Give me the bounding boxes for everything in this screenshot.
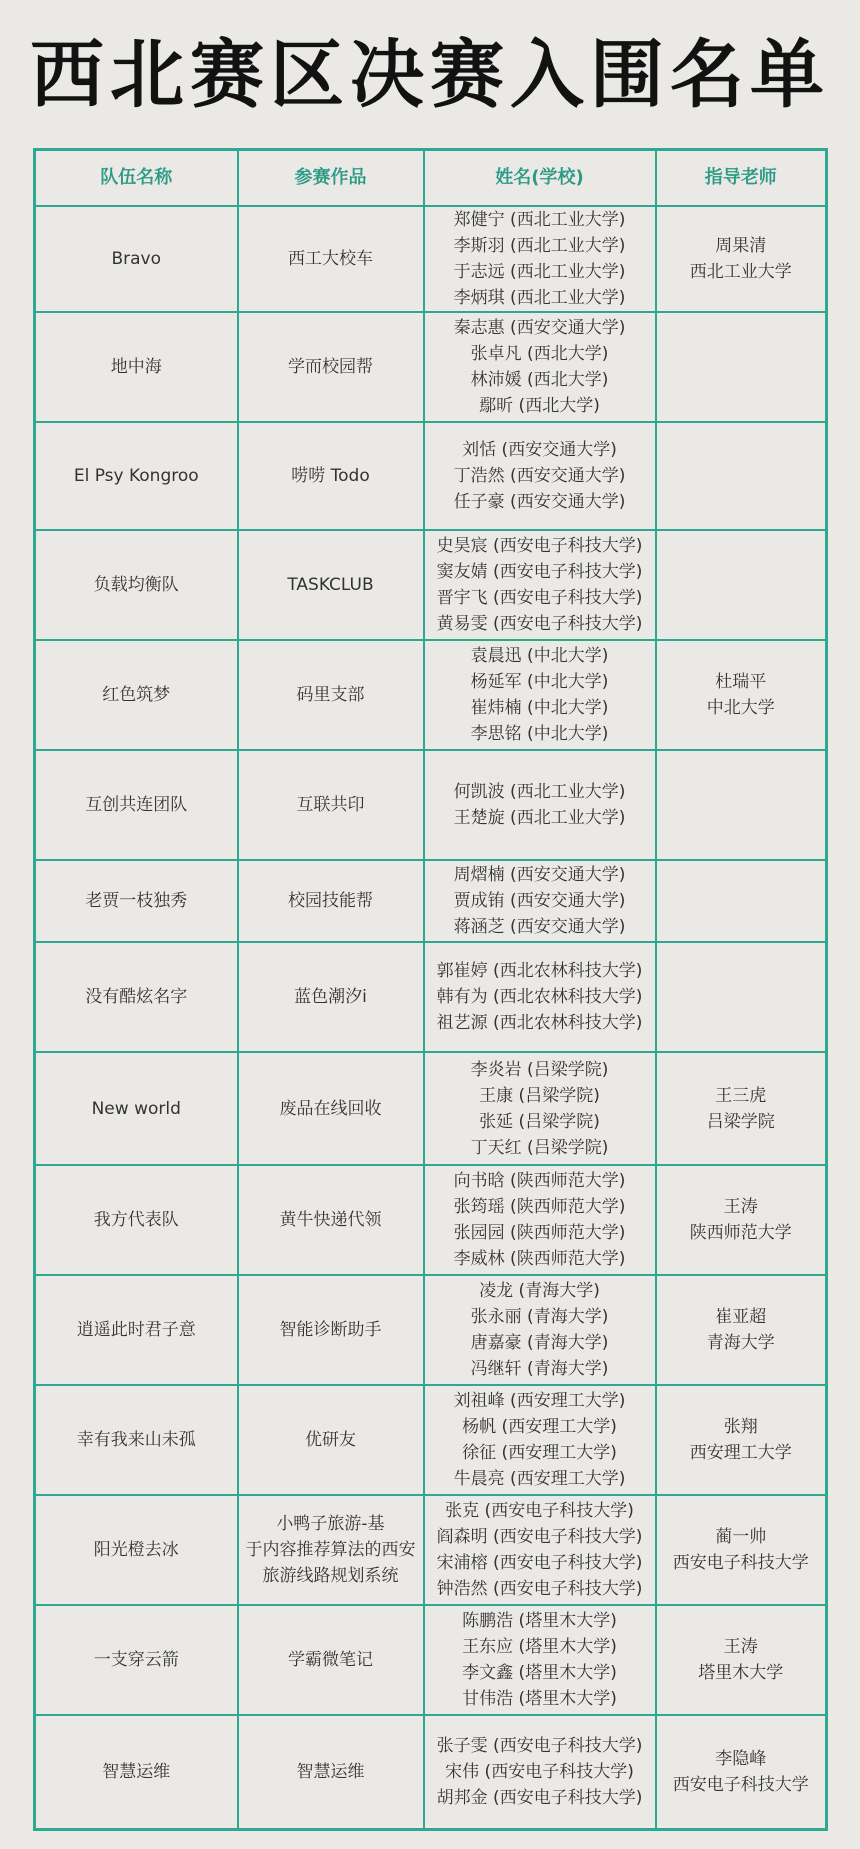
mentor-cell-line: 李隐峰 xyxy=(715,1748,767,1769)
mentor-cell xyxy=(656,312,827,422)
table-row xyxy=(35,1275,827,1385)
team-name-cell-line: 阳光橙去冰 xyxy=(93,1540,179,1560)
work-cell-line: 黄牛快递代领 xyxy=(279,1210,382,1230)
members-cell-line: 何凯波 (西北工业大学) xyxy=(453,782,626,802)
members-cell-line: 陈鹏浩 (塔里木大学) xyxy=(462,1611,617,1631)
table-row xyxy=(35,1165,827,1275)
header-team: 队伍名称 xyxy=(35,150,238,207)
members-cell-line: 甘伟浩 (塔里木大学) xyxy=(462,1689,617,1709)
members-cell-line: 张克 (西安电子科技大学) xyxy=(445,1501,634,1521)
members-cell-line: 冯继轩 (青海大学) xyxy=(470,1359,609,1379)
work-cell xyxy=(238,1495,424,1605)
members-cell xyxy=(424,1052,656,1165)
team-name-cell xyxy=(35,1715,238,1829)
work-cell-line: 校园技能帮 xyxy=(288,891,373,911)
mentor-cell xyxy=(656,1495,827,1605)
members-cell-line: 丁天红 (吕梁学院) xyxy=(470,1137,609,1158)
team-name-cell xyxy=(35,1495,238,1605)
members-cell-line: 刘祖峰 (西安理工大学) xyxy=(453,1391,626,1411)
work-cell xyxy=(238,1605,424,1715)
work-cell-line: TASKCLUB xyxy=(287,575,374,595)
members-cell xyxy=(424,1495,656,1605)
members-cell-line: 蒋涵芝 (西安交通大学) xyxy=(453,917,626,937)
members-cell-line: 凌龙 (青海大学) xyxy=(479,1281,600,1301)
mentor-cell-line: 蔺一帅 xyxy=(715,1527,767,1547)
mentor-cell-line: 西北工业大学 xyxy=(689,262,792,282)
members-cell-line: 向书晗 (陕西师范大学) xyxy=(453,1171,626,1191)
members-cell-line: 胡邦金 (西安电子科技大学) xyxy=(436,1787,643,1808)
table-row xyxy=(35,860,827,942)
members-cell-line: 杨延军 (中北大学) xyxy=(470,672,609,692)
work-cell-line: 小鸭子旅游-基 xyxy=(276,1514,385,1534)
work-cell-line: 蓝色潮汐i xyxy=(294,987,367,1007)
mentor-cell-line: 陕西师范大学 xyxy=(689,1223,792,1243)
members-cell-line: 崔炜楠 (中北大学) xyxy=(470,698,609,718)
members-cell xyxy=(424,206,656,312)
team-name-cell xyxy=(35,422,238,530)
members-cell-line: 郑健宁 (西北工业大学) xyxy=(453,210,626,230)
mentor-cell xyxy=(656,206,827,312)
members-cell-line: 晋宇飞 (西安电子科技大学) xyxy=(436,588,643,608)
mentor-cell xyxy=(656,750,827,860)
members-cell xyxy=(424,312,656,422)
members-cell-line: 丁浩然 (西安交通大学) xyxy=(453,466,626,486)
mentor-cell-line: 西安电子科技大学 xyxy=(672,1553,809,1573)
team-name-cell xyxy=(35,1385,238,1495)
members-cell-line: 任子豪 (西安交通大学) xyxy=(453,492,626,512)
table-header-row xyxy=(35,150,827,207)
members-cell-line: 王楚旋 (西北工业大学) xyxy=(453,808,626,828)
members-cell xyxy=(424,942,656,1052)
table-row xyxy=(35,1385,827,1495)
work-cell-line: 西工大校车 xyxy=(288,249,373,269)
mentor-cell xyxy=(656,1605,827,1715)
team-name-cell xyxy=(35,1275,238,1385)
work-cell-line: 废品在线回收 xyxy=(279,1098,382,1119)
team-name-cell-line: 幸有我来山未孤 xyxy=(76,1430,196,1450)
members-cell-line: 牛晨亮 (西安理工大学) xyxy=(453,1469,626,1489)
mentor-cell-line: 青海大学 xyxy=(706,1333,775,1353)
team-name-cell-line: 一支穿云箭 xyxy=(93,1650,179,1670)
work-cell-line: 智能诊断助手 xyxy=(279,1320,382,1340)
mentor-cell xyxy=(656,942,827,1052)
members-cell xyxy=(424,1385,656,1495)
members-cell-line: 王东应 (塔里木大学) xyxy=(462,1637,617,1657)
team-name-cell xyxy=(35,1605,238,1715)
team-name-cell-line: 智慧运维 xyxy=(102,1761,171,1782)
work-cell xyxy=(238,1165,424,1275)
team-name-cell-line: New world xyxy=(91,1098,181,1119)
members-cell-line: 周熠楠 (西安交通大学) xyxy=(453,865,626,885)
table-row xyxy=(35,1605,827,1715)
members-cell-line: 张子雯 (西安电子科技大学) xyxy=(436,1735,643,1756)
work-cell xyxy=(238,1275,424,1385)
mentor-cell xyxy=(656,422,827,530)
members-cell-line: 李文鑫 (塔里木大学) xyxy=(462,1663,617,1683)
table-row xyxy=(35,422,827,530)
members-cell-line: 李炳琪 (西北工业大学) xyxy=(453,288,626,308)
work-cell-line: 学霸微笔记 xyxy=(288,1650,373,1670)
members-cell-line: 张延 (吕梁学院) xyxy=(479,1111,600,1132)
members-cell xyxy=(424,640,656,750)
mentor-cell xyxy=(656,1052,827,1165)
work-cell xyxy=(238,860,424,942)
mentor-cell xyxy=(656,1165,827,1275)
table-row xyxy=(35,206,827,312)
work-cell-line: 学而校园帮 xyxy=(288,357,373,377)
mentor-cell-line: 中北大学 xyxy=(706,698,775,718)
mentor-cell xyxy=(656,860,827,942)
members-cell-line: 郭崔婷 (西北农林科技大学) xyxy=(436,961,643,981)
work-cell xyxy=(238,1385,424,1495)
members-cell xyxy=(424,530,656,640)
work-cell xyxy=(238,1715,424,1829)
members-cell-line: 祖艺源 (西北农林科技大学) xyxy=(436,1013,643,1033)
team-name-cell xyxy=(35,750,238,860)
members-cell-line: 张永丽 (青海大学) xyxy=(470,1307,609,1327)
work-cell xyxy=(238,942,424,1052)
members-cell-line: 钟浩然 (西安电子科技大学) xyxy=(436,1579,643,1599)
team-name-cell xyxy=(35,860,238,942)
members-cell-line: 窦友婧 (西安电子科技大学) xyxy=(436,562,643,582)
team-name-cell-line: 地中海 xyxy=(110,357,162,377)
mentor-cell-line: 杜瑞平 xyxy=(715,672,767,692)
table-row xyxy=(35,1715,827,1829)
mentor-cell-line: 王涛 xyxy=(723,1197,758,1217)
members-cell-line: 张卓凡 (西北大学) xyxy=(470,344,609,364)
members-cell-line: 徐征 (西安理工大学) xyxy=(462,1443,617,1463)
team-name-cell xyxy=(35,530,238,640)
work-cell xyxy=(238,1052,424,1165)
mentor-cell-line: 崔亚超 xyxy=(715,1307,767,1327)
team-name-cell-line: 没有酷炫名字 xyxy=(85,987,188,1007)
members-cell-line: 林沛媛 (西北大学) xyxy=(470,370,609,390)
work-cell-line: 唠唠 Todo xyxy=(291,466,370,486)
header-mentor: 指导老师 xyxy=(656,150,827,207)
members-cell-line: 鄢昕 (西北大学) xyxy=(479,396,600,416)
team-name-cell xyxy=(35,312,238,422)
members-cell xyxy=(424,860,656,942)
team-name-cell xyxy=(35,1052,238,1165)
mentor-cell-line: 吕梁学院 xyxy=(706,1111,775,1132)
finalist-table xyxy=(33,148,828,1831)
members-cell-line: 李威林 (陕西师范大学) xyxy=(453,1249,626,1269)
header-members: 姓名(学校) xyxy=(424,150,656,207)
members-cell xyxy=(424,422,656,530)
work-cell-line: 互联共印 xyxy=(296,795,365,815)
table-body xyxy=(35,206,827,1829)
mentor-cell-line: 王涛 xyxy=(723,1637,758,1657)
team-name-cell xyxy=(35,206,238,312)
work-cell xyxy=(238,750,424,860)
members-cell-line: 李思铭 (中北大学) xyxy=(470,724,609,744)
team-name-cell-line: 负载均衡队 xyxy=(93,575,179,595)
members-cell-line: 李炎岩 (吕梁学院) xyxy=(470,1059,609,1080)
table-row xyxy=(35,1052,827,1165)
mentor-cell-line: 塔里木大学 xyxy=(698,1663,784,1683)
team-name-cell-line: Bravo xyxy=(111,249,162,269)
table-row xyxy=(35,530,827,640)
work-cell xyxy=(238,640,424,750)
team-name-cell xyxy=(35,1165,238,1275)
members-cell-line: 阎森明 (西安电子科技大学) xyxy=(436,1527,643,1547)
work-cell xyxy=(238,312,424,422)
mentor-cell xyxy=(656,640,827,750)
work-cell-line: 于内容推荐算法的西安 xyxy=(245,1540,416,1560)
members-cell-line: 史昊宸 (西安电子科技大学) xyxy=(436,536,643,556)
team-name-cell-line: 我方代表队 xyxy=(93,1210,179,1230)
team-name-cell-line: 互创共连团队 xyxy=(85,795,188,815)
members-cell xyxy=(424,1605,656,1715)
table-row xyxy=(35,750,827,860)
work-cell-line: 优研友 xyxy=(305,1430,356,1450)
members-cell-line: 贾成铕 (西安交通大学) xyxy=(453,891,626,911)
mentor-cell-line: 西安理工大学 xyxy=(689,1443,792,1463)
mentor-cell xyxy=(656,530,827,640)
mentor-cell xyxy=(656,1385,827,1495)
page-title: 西北赛区决赛入围名单 xyxy=(30,32,830,118)
team-name-cell-line: 红色筑梦 xyxy=(102,685,171,705)
mentor-cell-line: 张翔 xyxy=(723,1417,758,1437)
work-cell xyxy=(238,530,424,640)
table-row xyxy=(35,312,827,422)
table-row xyxy=(35,942,827,1052)
work-cell xyxy=(238,206,424,312)
mentor-cell-line: 周果清 xyxy=(715,236,767,256)
header-work: 参赛作品 xyxy=(238,150,424,207)
work-cell-line: 旅游线路规划系统 xyxy=(262,1566,399,1586)
team-name-cell xyxy=(35,942,238,1052)
mentor-cell-line: 王三虎 xyxy=(715,1085,767,1106)
members-cell-line: 刘恬 (西安交通大学) xyxy=(462,440,617,460)
work-cell xyxy=(238,422,424,530)
members-cell-line: 杨帆 (西安理工大学) xyxy=(462,1417,617,1437)
team-name-cell-line: 老贾一枝独秀 xyxy=(85,891,188,911)
members-cell xyxy=(424,1275,656,1385)
members-cell-line: 宋伟 (西安电子科技大学) xyxy=(445,1761,634,1782)
members-cell-line: 王康 (吕梁学院) xyxy=(479,1085,600,1106)
members-cell-line: 李斯羽 (西北工业大学) xyxy=(453,236,626,256)
members-cell-line: 张园园 (陕西师范大学) xyxy=(453,1223,626,1243)
members-cell-line: 宋浦榕 (西安电子科技大学) xyxy=(436,1553,643,1573)
table-row xyxy=(35,640,827,750)
members-cell-line: 黄易雯 (西安电子科技大学) xyxy=(436,614,643,634)
table-row xyxy=(35,1495,827,1605)
members-cell xyxy=(424,750,656,860)
mentor-cell xyxy=(656,1275,827,1385)
mentor-cell xyxy=(656,1715,827,1829)
members-cell-line: 于志远 (西北工业大学) xyxy=(453,262,626,282)
members-cell-line: 袁晨迅 (中北大学) xyxy=(470,646,609,666)
work-cell-line: 码里支部 xyxy=(296,685,365,705)
members-cell xyxy=(424,1165,656,1275)
team-name-cell-line: 逍遥此时君子意 xyxy=(76,1320,196,1340)
mentor-cell-line: 西安电子科技大学 xyxy=(672,1774,809,1795)
work-cell-line: 智慧运维 xyxy=(296,1761,365,1782)
members-cell xyxy=(424,1715,656,1829)
members-cell-line: 秦志惠 (西安交通大学) xyxy=(453,318,626,338)
members-cell-line: 唐嘉豪 (青海大学) xyxy=(470,1333,609,1353)
members-cell-line: 张筠瑶 (陕西师范大学) xyxy=(453,1197,626,1217)
team-name-cell xyxy=(35,640,238,750)
team-name-cell-line: El Psy Kongroo xyxy=(73,466,199,486)
members-cell-line: 韩有为 (西北农林科技大学) xyxy=(436,987,643,1007)
